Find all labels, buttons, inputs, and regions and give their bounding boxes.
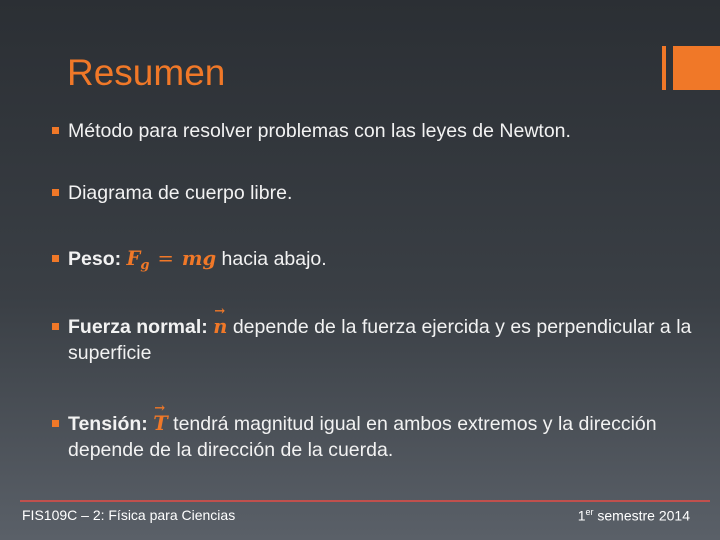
footer-semester bbox=[578, 507, 690, 524]
formula-subscript: g bbox=[140, 258, 150, 273]
footer-divider bbox=[20, 500, 710, 502]
formula-equals: = bbox=[157, 247, 174, 270]
bullet-item-normal bbox=[52, 314, 692, 366]
footer-semester-num: 1 bbox=[577, 507, 586, 524]
bullet-marker bbox=[52, 255, 59, 262]
bullet-text: depende de la fuerza ejercida y es perpendicular a la superficie bbox=[68, 316, 692, 364]
footer-semester-suffix: er bbox=[585, 507, 594, 517]
bullet-text: Diagrama de cuerpo libre. bbox=[68, 182, 293, 204]
weight-formula bbox=[126, 247, 217, 273]
corner-accent-bar bbox=[662, 46, 666, 90]
bullet-marker bbox=[52, 420, 59, 427]
bullet-text: tendrá magnitud igual en ambos extremos y la dirección depende de la dirección de la cuerda. bbox=[68, 413, 657, 461]
bullet-item-tension bbox=[52, 411, 692, 463]
bullet-text: hacia abajo. bbox=[221, 248, 327, 270]
formula-force: F bbox=[126, 247, 141, 270]
bullet-marker bbox=[52, 323, 59, 330]
formula-rhs: mg bbox=[181, 247, 217, 270]
bullet-label: Peso: bbox=[68, 248, 122, 270]
bullet-label: Fuerza normal: bbox=[68, 316, 208, 338]
footer-semester-text: semestre 2014 bbox=[593, 507, 690, 524]
footer-course: FIS109C – 2: Física para Ciencias bbox=[22, 507, 236, 523]
bullet-item-diagram bbox=[52, 180, 692, 206]
tension-vector-symbol: → T bbox=[153, 411, 168, 437]
bullet-label: Tensión: bbox=[68, 413, 148, 435]
bullet-text: Método para resolver problemas con las leyes de Newton. bbox=[68, 120, 571, 142]
bullet-marker bbox=[52, 127, 59, 134]
corner-accent-block bbox=[673, 46, 720, 90]
bullet-item-weight bbox=[52, 246, 692, 279]
slide-title: Resumen bbox=[67, 52, 226, 93]
normal-vector-symbol: → n bbox=[213, 314, 227, 340]
bullet-marker bbox=[52, 189, 59, 196]
bullet-item-method bbox=[52, 118, 692, 144]
